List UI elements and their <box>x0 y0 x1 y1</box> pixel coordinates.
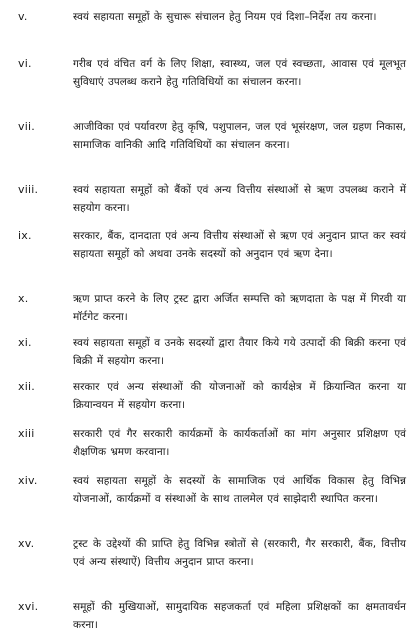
item-number: xii. <box>18 380 35 393</box>
item-text: सरकारी एवं गैर सरकारी कार्यक्रमों के कार्यकर्ताओं का मांग अनुसार प्रशिक्षण एवं शैक्षणिक भ्रमण करवाना। <box>73 428 406 458</box>
item-number: ix. <box>18 229 32 242</box>
item-text: स्वयं सहायता समूहों व उनके सदस्यों द्वारा तैयार किये गये उत्पादों की बिक्री करना एवं बिक्री में सहयोग करना। <box>73 337 406 367</box>
item-text: समूहों की मुखियाओं, सामुदायिक सहजकर्ता एवं महिला प्रशिक्षकों का क्षमतावर्धन करना। <box>73 601 406 631</box>
item-number: x. <box>18 292 29 305</box>
item-number: v. <box>18 10 28 23</box>
item-text: आजीविका एवं पर्यावरण हेतु कृषि, पशुपालन, जल एवं भूसंरक्षण, जल ग्रहण निकास, सामाजिक वानिकी आदि गतिविधियों का संचालन करना। <box>73 121 406 151</box>
item-number: xv. <box>18 537 35 550</box>
item-text: सरकार एवं अन्य संस्थाओं की योजनाओं को कार्यक्षेत्र में क्रियान्वित करना या क्रियान्वयन में सहयोग करना। <box>73 381 406 411</box>
item-number: vi. <box>18 57 32 70</box>
item-number: xiv. <box>18 474 38 487</box>
item-number: xvi. <box>18 600 39 613</box>
item-text: स्वयं सहायता समूहों के सुचारू संचालन हेतु नियम एवं दिशा–निर्देश तय करना। <box>73 11 377 23</box>
item-number: xi. <box>18 336 32 349</box>
item-text: स्वयं सहायता समूहों के सदस्यों के सामाजिक एवं आर्थिक विकास हेतु विभिन्न योजनाओं, कार्यक्रमों व संस्थाओं के साथ तालमेल एवं साझेदारी स्थापित करना। <box>73 475 406 505</box>
item-text: सरकार, बैंक, दानदाता एवं अन्य वित्तीय संस्थाओं से ऋण एवं अनुदान प्राप्त कर स्वयं सहायता समूहों को अथवा उनके सदस्यों को अनुदान एवं ऋण देना। <box>73 230 406 260</box>
item-text: ट्रस्ट के उद्देश्यों की प्राप्ति हेतु विभिन्न स्त्रोतों से (सरकारी, गैर सरकारी, बैंक, वित्तीय एवं अन्य संस्थाऐं) वित्तीय अनुदान प्राप्त करना। <box>73 538 406 568</box>
item-text: गरीब एवं वंचित वर्ग के लिए शिक्षा, स्वास्थ्य, जल एवं स्वच्छता, आवास एवं मूलभूत सुविधाएं उपलब्ध कराने हेतु गतिविधियों का संचालन करना। <box>73 58 406 88</box>
item-number: viii. <box>18 183 39 196</box>
item-number: xiii <box>18 427 35 440</box>
item-number: vii. <box>18 120 35 133</box>
item-text: स्वयं सहायता समूहों को बैंकों एवं अन्य वित्तीय संस्थाओं से ऋण उपलब्ध कराने में सहयोग करना। <box>73 184 406 214</box>
item-text: ऋण प्राप्त करने के लिए ट्रस्ट द्वारा अर्जित सम्पत्ति को ऋणदाता के पक्ष में गिरवी या मॉर्टगेट करना। <box>73 293 406 323</box>
